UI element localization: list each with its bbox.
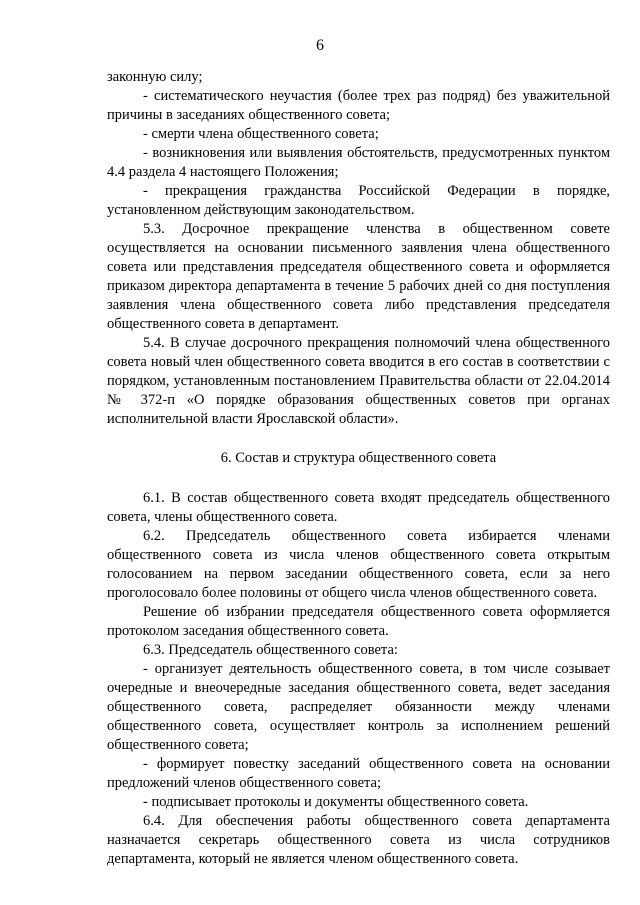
paragraph: 5.4. В случае досрочного прекращения полномочий члена общественного совета новый член общественного совета вводится в его состав в соответствии с порядком, установленным постановлением Правительства области от 22.04.2014 № 372-п «О порядке образования общественных советов при органах исполнительной власти Ярославской области». [107,335,610,427]
paragraph: 5.3. Досрочное прекращение членства в общественном совете осуществляется на основании письменного заявления члена общественного совета или представления председателя общественного совета и оформляется приказом директора департамента в течение 5 рабочих дней со дня поступления заявления члена общественного совета либо представления председателя общественного совета в департамент. [107,221,610,332]
paragraph: 6.3. Председатель общественного совета: [143,642,398,658]
paragraph: законную силу; [107,69,203,85]
paragraph: - формирует повестку заседаний общественного совета на основании предложений членов общественного совета; [107,756,610,791]
paragraph: 6.2. Председатель общественного совета избирается членами общественного совета из числа членов общественного совета открытым голосованием на первом заседании общественного совета, если за него проголосовало более половины от общего числа членов общественного совета. [107,528,610,601]
paragraph: 6.4. Для обеспечения работы общественного совета департамента назначается секретарь общественного совета из числа сотрудников департамента, который не является членом общественного совета. [107,813,610,867]
paragraph: - организует деятельность общественного совета, в том числе созывает очередные и внеочередные заседания общественного совета, ведет заседания общественного совета, распределяет обязанности между членами общественного совета, осуществляет контроль за исполнением решений общественного совета; [107,661,610,753]
paragraphs-after-heading [107,489,610,869]
section-heading: 6. Состав и структура общественного совета [220,450,497,466]
page-number: 6 [316,37,324,54]
paragraph: - прекращения гражданства Российской Федерации в порядке, установленном действующим законодательством. [107,183,610,218]
paragraph: 6.1. В состав общественного совета входят председатель общественного совета, члены общественного совета. [107,490,610,525]
paragraph: - подписывает протоколы и документы общественного совета. [143,794,529,810]
paragraph: Решение об избрании председателя общественного совета оформляется протоколом заседания общественного совета. [107,604,610,639]
paragraphs-before-heading [107,68,610,429]
page-content [107,68,610,869]
paragraph: - систематического неучастия (более трех раз подряд) без уважительной причины в заседаниях общественного совета; [107,88,610,123]
paragraph: - смерти члена общественного совета; [143,126,379,142]
paragraph: - возникновения или выявления обстоятельств, предусмотренных пунктом 4.4 раздела 4 настоящего Положения; [107,145,610,180]
